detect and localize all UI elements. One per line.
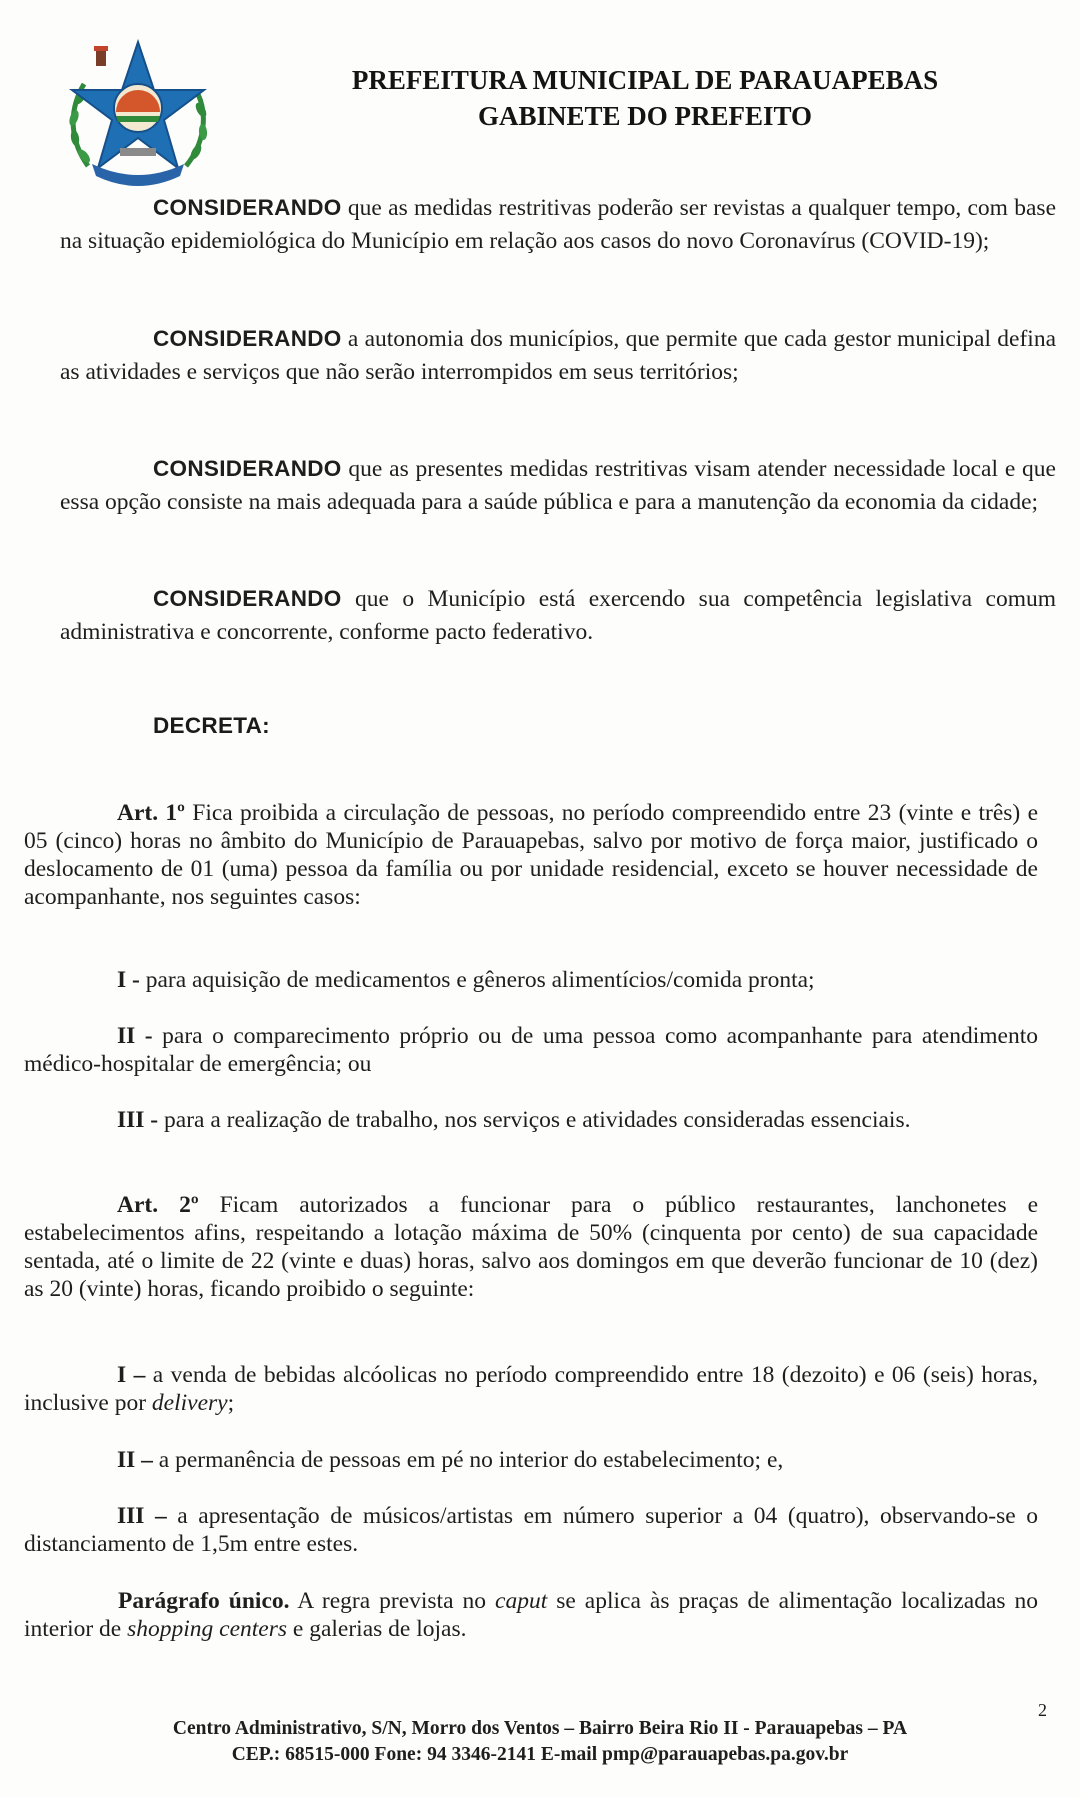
art1-item-1: I - para aquisição de medicamentos e gêneros alimentícios/comida pronta; (117, 967, 815, 993)
art2-item-1: I – a venda de bebidas alcóolicas no período compreendido entre 18 (dezoito) e 06 (seis) horas, inclusive por delivery; (24, 1362, 1038, 1416)
municipal-coat-of-arms (58, 36, 218, 188)
considerando-1: CONSIDERANDO que as medidas restritivas poderão ser revistas a qualquer tempo, com base na situação epidemiológica do Município em relação aos casos do novo Coronavírus (COVID-19); (60, 195, 1056, 254)
considerando-4: CONSIDERANDO que o Município está exercendo sua competência legislativa comum administrativa e concorrente, conforme pacto federativo. (60, 586, 1056, 645)
document-header (250, 62, 1040, 134)
art1-item-3: III - para a realização de trabalho, nos serviços e atividades consideradas essenciais. (117, 1107, 911, 1133)
considerando-3: CONSIDERANDO que as presentes medidas restritivas visam atender necessidade local e que essa opção consiste na mais adequada para a saúde pública e para a manutenção da economia da cidade; (60, 456, 1056, 515)
decreta-heading: DECRETA: (153, 713, 270, 738)
considerando-2: CONSIDERANDO a autonomia dos municípios, que permite que cada gestor municipal defina as atividades e serviços que não serão interrompidos em seus territórios; (60, 326, 1056, 385)
paragrafo-unico: Parágrafo único. A regra prevista no caput se aplica às praças de alimentação localizadas no interior de shopping centers e galerias de lojas. (24, 1588, 1039, 1642)
header-line-1: PREFEITURA MUNICIPAL DE PARAUAPEBAS (351, 65, 939, 95)
header-line-2: GABINETE DO PREFEITO (477, 101, 813, 131)
ribbon (92, 164, 184, 186)
art2-paragraph: Art. 2º Ficam autorizados a funcionar para o público restaurantes, lanchonetes e estabelecimentos afins, respeitando a lotação máxima de 50% (cinquenta por cento) de sua capacidade sentada, até o limite de 22 (vinte e duas) horas, salvo aos domingos em que deverão funcionar de 10 (dez) as 20 (vinte) horas, ficando proibido o seguinte: (24, 1192, 1038, 1302)
art2-item-3: III – a apresentação de músicos/artistas em número superior a 04 (quatro), observando-se o distanciamento de 1,5m entre estes. (24, 1503, 1038, 1557)
document-footer (60, 1716, 1020, 1768)
art2-item-2: II – a permanência de pessoas em pé no interior do estabelecimento; e, (117, 1447, 784, 1473)
footer-contact: CEP.: 68515-000 Fone: 94 3346-2141 E-mail pmp@parauapebas.pa.gov.br (231, 1744, 849, 1765)
page-number: 2 (1038, 1700, 1047, 1720)
art1-paragraph: Art. 1º Fica proibida a circulação de pessoas, no período compreendido entre 23 (vinte e três) e 05 (cinco) horas no âmbito do Município de Parauapebas, salvo por motivo de força maior, justificado o deslocamento de 01 (uma) pessoa da família ou por unidade residencial, exceto se houver necessidade de acompanhante, nos seguintes casos: (24, 800, 1038, 910)
footer-address: Centro Administrativo, S/N, Morro dos Ventos – Bairro Beira Rio II - Parauapebas – PA (172, 1718, 908, 1739)
art1-item-2: II - para o comparecimento próprio ou de uma pessoa como acompanhante para atendimento médico-hospitalar de emergência; ou (24, 1023, 1038, 1077)
